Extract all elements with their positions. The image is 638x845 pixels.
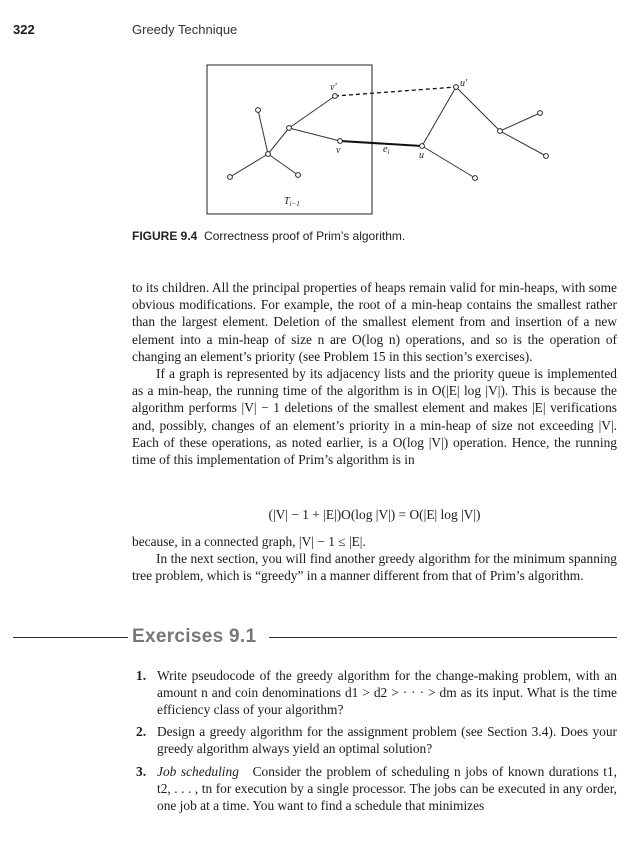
vertex-v-prime [333,94,338,99]
label-ei-sub: i [387,148,390,156]
dashed-edge [335,87,456,96]
exercise-number: 3. [136,764,147,779]
vertex [544,154,549,159]
edge-ei [340,141,422,146]
tree-edge [230,154,268,177]
exercise-text [157,763,617,815]
vertex [256,108,261,113]
tree-edge [268,154,298,175]
outside-edge [422,146,475,178]
exercise-item [136,667,617,719]
vertex [498,129,503,134]
outside-edge [500,113,540,131]
tree-edge [268,128,289,154]
outside-edge [422,87,456,146]
exercises-rule-right [269,637,617,638]
running-head: Greedy Technique [132,22,238,37]
label-v: v [336,145,341,156]
vertex [287,126,292,131]
figure-caption [132,229,405,243]
tree-edge [289,96,335,128]
vertex-u [420,144,425,149]
paragraph-connected-graph: because, in a connected graph, |V| − 1 ≤ |E|. [132,534,366,549]
outside-edge [456,87,500,131]
exercise-item [136,723,617,757]
exercise-text: Write pseudocode of the greedy algorithm for the change-making problem, with an amount n and coin denominations d1 > d2 > · · · > dm as its input. What is the time efficiency class of your algorithm? [157,668,617,718]
paragraph-running-time: If a graph is represented by its adjacency lists and the priority queue is implemented as a min-heap, the running time of the algorithm is in O(|E| log |V|). This is because the algorithm performs |V| − 1 deletions of the smallest element and makes |E| verifications and, possibly, changes of an element’s priority in a min-heap of size not exceeding |V|. Each of these operations, as noted earlier, is a O(log |V|) operation. Hence, the running time of this implementation of Prim’s algorithm is in [132,366,617,468]
label-ei [383,144,389,156]
label-u-prime: u′ [460,78,468,89]
caption-number: FIGURE 9.4 [132,229,198,243]
body-block-2 [132,533,617,585]
label-t-sub: i−1 [289,200,300,208]
running-time-equation: (|V| − 1 + |E|)O(log |V|) = O(|E| log |V|) [268,507,481,522]
exercise-body: Consider the problem of scheduling n jobs of known durations t1, t2, . . . , tn for execution by a single processor. The jobs can be executed in any order, one job at a time. You want to find a schedule that minimizes [157,764,617,814]
prim-correctness-figure [200,58,560,218]
vertex [228,175,233,180]
exercises-heading: Exercises 9.1 [132,626,257,647]
exercise-text: Design a greedy algorithm for the assignment problem (see Section 3.4). Does your greedy algorithm always yield an optimal solution? [157,724,617,757]
label-u: u [419,150,424,161]
caption-text: Correctness proof of Prim’s algorithm. [204,229,406,243]
exercise-number: 2. [136,724,147,739]
vertex [473,176,478,181]
paragraph-next-section: In the next section, you will find another greedy algorithm for the minimum spanning tree problem, which is “greedy” in a manner different from that of Prim’s algorithm. [132,551,617,584]
label-v-prime: v′ [330,82,337,93]
vertex [296,173,301,178]
tree-boundary-box [207,65,372,214]
label-ei-main: e [383,144,388,155]
label-t [284,196,300,208]
vertex [266,152,271,157]
paragraph-heap-properties: to its children. All the principal properties of heaps remain valid for min-heaps, with some obvious modifications. For example, the root of a min-heap contains the smallest rather than the largest element. Deletion of the smallest element from and insertion of a new element into a min-heap of size n are O(log n) operations, and so is the operation of changing an element’s priority (see Problem 15 in this section’s exercises). [132,280,617,364]
exercise-item [136,763,617,815]
vertex [538,111,543,116]
page-number: 322 [13,22,35,37]
vertex-u-prime [454,85,459,90]
label-t-main: T [284,196,290,207]
tree-edge [289,128,340,141]
tree-edge [258,110,268,154]
vertex-v [338,139,343,144]
outside-edge [500,131,546,156]
body-block-1 [132,279,617,468]
exercises-rule-left [13,637,128,638]
exercise-number: 1. [136,668,147,683]
exercise-title: Job scheduling [157,764,239,779]
